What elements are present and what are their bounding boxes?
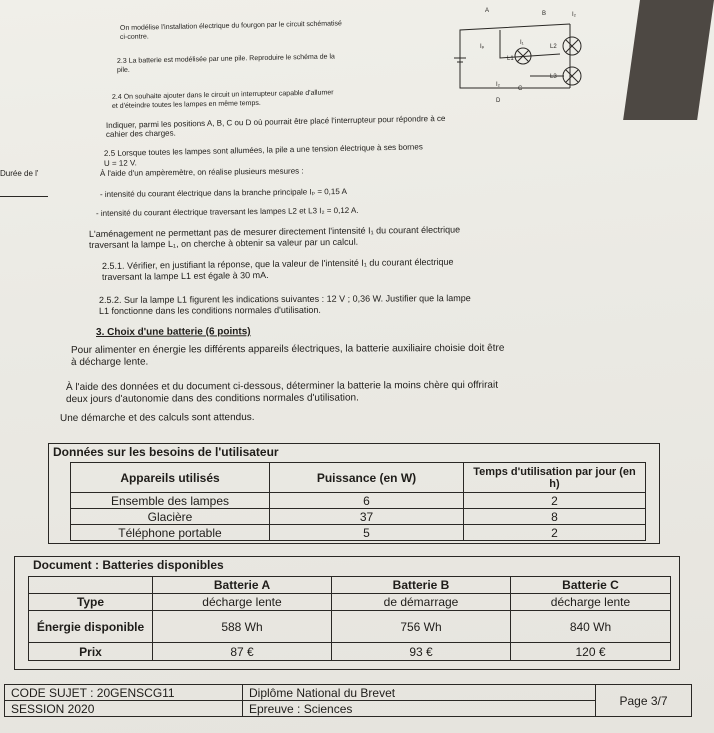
battery-header-empty [29, 577, 153, 594]
margin-duree-label: Durée de l' [0, 169, 39, 178]
battery-table [28, 576, 671, 661]
circuit-label-i2-top: I₂ [572, 12, 576, 18]
battery-header-b: Batterie B [332, 577, 511, 594]
battery-cell: 93 € [332, 643, 511, 661]
q24-line3: Indiquer, parmi les positions A, B, C ou D où pourrait être placé l'interrupteur pour répondre à ce [105, 113, 446, 130]
battery-cell: 840 Wh [511, 611, 671, 643]
circuit-diagram [440, 0, 600, 112]
footer-exam: Epreuve : Sciences [243, 701, 596, 717]
q24-line1: 2.4 On souhaite ajouter dans le circuit un interrupteur capable d'allumer [111, 89, 334, 101]
circuit-label-l3: L3 [550, 74, 557, 80]
needs-header-time: Temps d'utilisation par jour (en h) [464, 463, 646, 493]
circuit-label-ip: Iₚ [480, 44, 485, 50]
battery-cell: 120 € [511, 643, 671, 661]
q252-line2: L1 fonctionne dans les conditions normales d'utilisation. [98, 304, 321, 316]
table-row [29, 643, 671, 661]
q22-line1: On modélise l'installation électrique du fourgon par le circuit schématisé [119, 20, 342, 32]
circuit-label-l2: L2 [550, 44, 557, 50]
section3-title: 3. Choix d'une batterie (6 points) [95, 326, 251, 338]
needs-cell: 37 [270, 509, 464, 525]
q25-line5: traversant la lampe L₁, on cherche à obtenir sa valeur par un calcul. [88, 236, 359, 250]
needs-cell: 8 [464, 509, 646, 525]
table-row [29, 594, 671, 611]
q24-line4: cahier des charges. [105, 128, 176, 139]
circuit-label-b: B [542, 11, 547, 17]
footer-table [4, 684, 692, 717]
needs-table-header-row [71, 463, 646, 493]
q23-line1: 2.3 La batterie est modélisée par une pile. Reproduire le schéma de la [116, 53, 335, 65]
section3-p2a: À l'aide des données et du document ci-dessous, déterminer la batterie la moins chère qui offrirait [65, 379, 498, 393]
q23-line2: pile. [116, 66, 130, 74]
needs-table [70, 462, 646, 541]
battery-cell: 588 Wh [153, 611, 332, 643]
section3-p1a: Pour alimenter en énergie les différents appareils électriques, la batterie auxiliaire choisie doit être [70, 342, 505, 356]
q25-bullet2: - intensité du courant électrique traversant les lampes L2 et L3 I₂ = 0,12 A. [95, 205, 359, 218]
table-row [71, 525, 646, 541]
needs-header-device: Appareils utilisés [71, 463, 270, 493]
battery-header-row [29, 577, 671, 594]
battery-header-c: Batterie C [511, 577, 671, 594]
battery-row-label: Type [29, 594, 153, 611]
needs-cell: 6 [270, 493, 464, 509]
circuit-label-a: A [485, 8, 490, 14]
footer-page: Page 3/7 [596, 685, 692, 717]
battery-row-label: Prix [29, 643, 153, 661]
q251-line2: traversant la lampe L1 est égale à 30 mA. [101, 269, 269, 282]
q22-line2: ci-contre. [119, 33, 149, 41]
section3-p3: Une démarche et des calculs sont attendus. [59, 411, 255, 424]
q252-line1: 2.5.2. Sur la lampe L1 figurent les indications suivantes : 12 V ; 0,36 W. Justifier que la lampe [98, 293, 471, 305]
needs-cell: Téléphone portable [71, 525, 270, 541]
footer-diploma: Diplôme National du Brevet [243, 685, 596, 701]
table-row [29, 611, 671, 643]
table-row [71, 493, 646, 509]
footer-session: SESSION 2020 [5, 701, 243, 717]
q25-bullet1: - intensité du courant électrique dans la branche principale Iₚ = 0,15 A [99, 186, 347, 199]
section3-p2b: deux jours d'autonomie dans des conditions normales d'utilisation. [65, 392, 359, 405]
battery-cell: décharge lente [153, 594, 332, 611]
q25-line3: À l'aide d'un ampèremètre, on réalise plusieurs mesures : [99, 166, 304, 178]
needs-cell: 2 [464, 525, 646, 541]
battery-cell: décharge lente [511, 594, 671, 611]
background-corner [623, 0, 714, 120]
circuit-label-c: C [518, 86, 523, 92]
q25-line1: 2.5 Lorsque toutes les lampes sont allumées, la pile a une tension électrique à ses bornes [103, 142, 423, 158]
q24-line2: et d'éteindre toutes les lampes en même temps. [111, 99, 261, 110]
battery-cell: 756 Wh [332, 611, 511, 643]
section3-p1b: à décharge lente. [70, 356, 149, 368]
battery-table-title: Document : Batteries disponibles [33, 558, 224, 572]
needs-cell: 5 [270, 525, 464, 541]
circuit-label-d: D [496, 98, 501, 104]
q25-line4: L'aménagement ne permettant pas de mesurer directement l'intensité I₁ du courant électrique [88, 224, 461, 239]
q25-line2: U = 12 V. [103, 158, 137, 168]
needs-header-power: Puissance (en W) [270, 463, 464, 493]
battery-cell: de démarrage [332, 594, 511, 611]
needs-cell: Ensemble des lampes [71, 493, 270, 509]
needs-table-title: Données sur les besoins de l'utilisateur [53, 445, 279, 459]
circuit-label-l1: L1 [507, 56, 514, 62]
circuit-label-i2-bottom: I₂ [496, 82, 500, 88]
circuit-label-i1: I₁ [520, 40, 524, 46]
needs-cell: Glacière [71, 509, 270, 525]
battery-row-label: Énergie disponible [29, 611, 153, 643]
q251-line1: 2.5.1. Vérifier, en justifiant la réponse, que la valeur de l'intensité I₁ du courant électrique [101, 256, 454, 271]
battery-cell: 87 € [153, 643, 332, 661]
table-row [71, 509, 646, 525]
margin-divider [0, 196, 48, 197]
needs-cell: 2 [464, 493, 646, 509]
battery-header-a: Batterie A [153, 577, 332, 594]
footer-code: CODE SUJET : 20GENSCG11 [5, 685, 243, 701]
